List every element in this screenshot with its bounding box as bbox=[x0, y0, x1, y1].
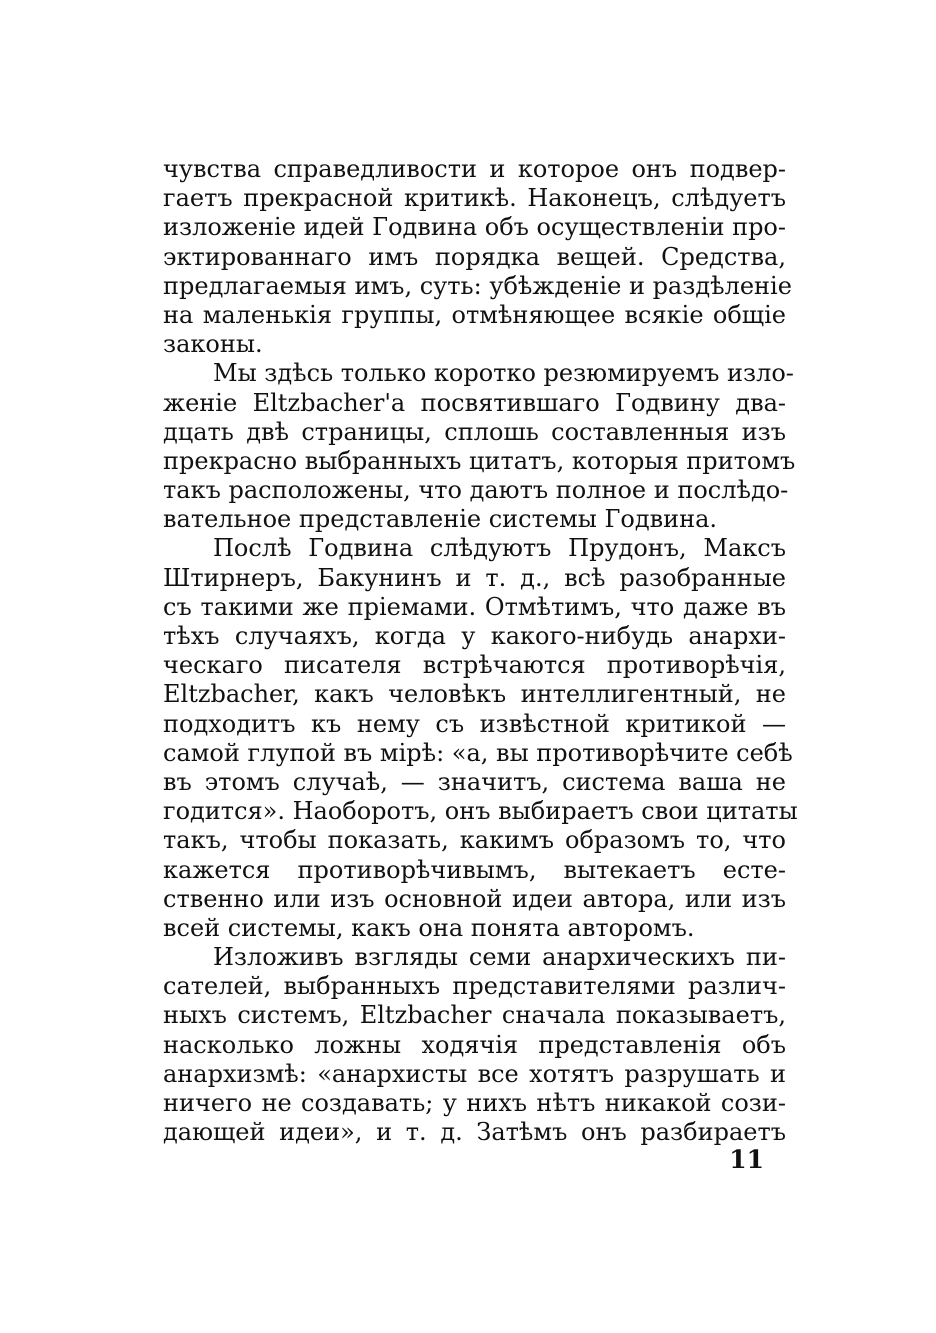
text-line: ственно или изъ основной идеи автора, или изъ bbox=[163, 884, 786, 913]
text-line: такъ расположены, что даютъ полное и послѣдо- bbox=[163, 476, 789, 505]
text-line: изложеніе идей Годвина объ осуществленіи про- bbox=[163, 213, 786, 242]
text-line: дцать двѣ страницы, сплошь составленныя изъ bbox=[163, 417, 786, 446]
text-line: Eltzbacher, какъ человѣкъ интеллигентный, не bbox=[163, 680, 786, 709]
text-line: всей системы, какъ она понята авторомъ. bbox=[163, 913, 695, 942]
text-line: подходитъ къ нему съ извѣстной критикой — bbox=[163, 709, 786, 738]
text-line: Послѣ Годвина слѣдуютъ Прудонъ, Максъ bbox=[213, 534, 786, 563]
text-line: Изложивъ взгляды семи анархическихъ пи- bbox=[213, 943, 786, 972]
text-line: предлагаемыя имъ, суть: убѣжденіе и раздѣленіе bbox=[163, 271, 792, 300]
text-line: анархизмѣ: «анархисты все хотятъ разрушать и bbox=[163, 1059, 786, 1088]
text-line: съ такими же пріемами. Отмѣтимъ, что даже въ bbox=[163, 592, 786, 621]
page-body-text bbox=[163, 155, 798, 1147]
text-line: тѣхъ случаяхъ, когда у какого-нибудь анархи- bbox=[163, 622, 786, 650]
text-line: Мы здѣсь только коротко резюмируемъ изло- bbox=[213, 359, 794, 388]
text-line: законы. bbox=[163, 330, 263, 359]
page-number: 11 bbox=[729, 1145, 764, 1174]
text-line: ныхъ системъ, Eltzbacher сначала показываетъ, bbox=[163, 1001, 786, 1030]
text-line: кажется противорѣчивымъ, вытекаетъ есте- bbox=[163, 855, 786, 884]
text-line: женіе Eltzbacher'а посвятившаго Годвину два- bbox=[163, 388, 786, 417]
text-line: эктированнаго имъ порядка вещей. Средства, bbox=[163, 242, 786, 271]
paragraph-3 bbox=[163, 534, 798, 943]
text-line: Штирнеръ, Бакунинъ и т. д., всѣ разобранные bbox=[163, 563, 786, 592]
paragraph-2 bbox=[163, 359, 796, 534]
text-line: насколько ложны ходячія представленія объ bbox=[163, 1030, 786, 1059]
text-line: въ этомъ случаѣ, — значитъ, система ваша не bbox=[163, 767, 786, 796]
text-line: самой глупой въ мірѣ: «а, вы противорѣчите себѣ bbox=[163, 738, 793, 767]
paragraph-4 bbox=[163, 943, 786, 1147]
text-line: годится». Наоборотъ, онъ выбираетъ свои цитаты bbox=[163, 797, 798, 826]
text-line: гаетъ прекрасной критикѣ. Наконецъ, слѣдуетъ bbox=[163, 184, 786, 213]
text-line: дающей идеи», и т. д. Затѣмъ онъ разбираетъ bbox=[163, 1118, 786, 1147]
text-line: ческаго писателя встрѣчаются противорѣчія, bbox=[163, 651, 786, 680]
text-line: сателей, выбранныхъ представителями различ- bbox=[163, 972, 786, 1001]
text-line: вательное представленіе системы Годвина. bbox=[163, 505, 718, 534]
paragraph-1 bbox=[163, 155, 792, 359]
text-line: чувства справедливости и которое онъ подвер- bbox=[163, 155, 786, 183]
text-line: ничего не создавать; у нихъ нѣтъ никакой сози- bbox=[163, 1089, 786, 1117]
text-line: на маленькія группы, отмѣняющее всякіе общіе bbox=[163, 300, 786, 329]
text-line: такъ, чтобы показать, какимъ образомъ то, что bbox=[163, 826, 786, 855]
text-line: прекрасно выбранныхъ цитатъ, которыя притомъ bbox=[163, 446, 796, 475]
